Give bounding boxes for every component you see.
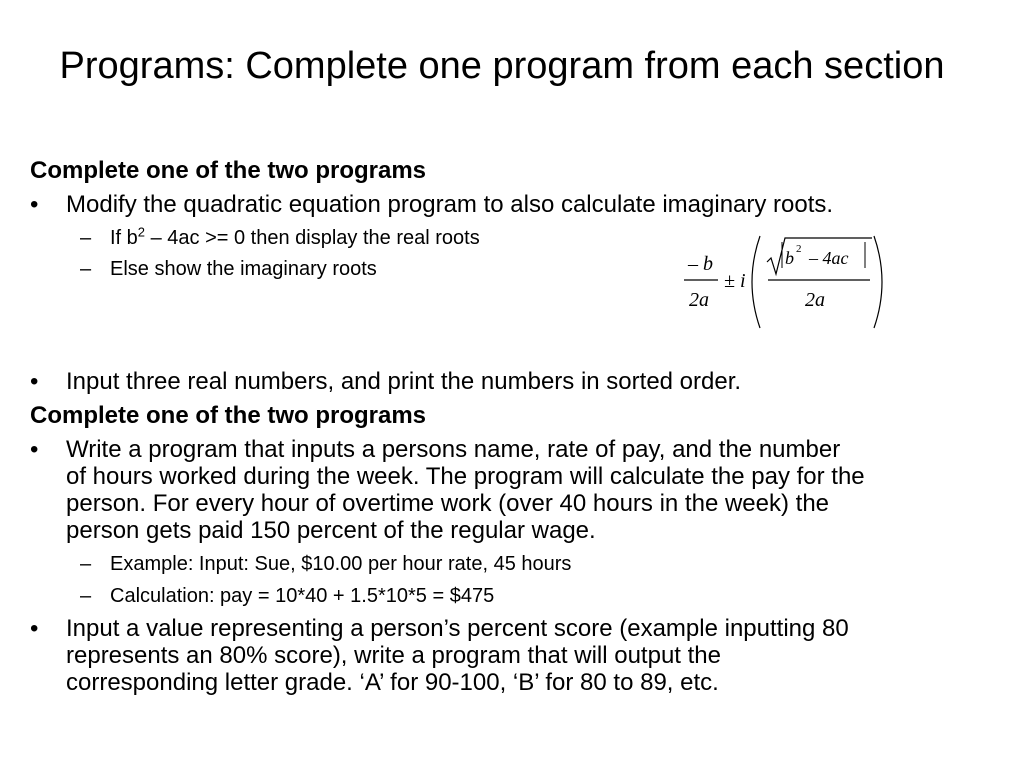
dash-icon: – (80, 585, 92, 607)
bullet-grade-line-1: Input a value representing a person’s percent score (example inputting 80 (66, 615, 849, 642)
bullet-grade-line-2: represents an 80% score), write a program that will output the (66, 642, 721, 669)
formula-neg-b: – b (688, 253, 713, 275)
formula-left-paren (752, 236, 760, 328)
bullet-pay-line-1: Write a program that inputs a persons name, rate of pay, and the number (66, 436, 841, 463)
formula-b: b (785, 248, 794, 268)
formula-denom-2: 2a (805, 289, 825, 311)
section1-heading: Complete one of the two programs (30, 157, 427, 184)
sub-bullet-real-roots (110, 225, 480, 251)
bullet-icon: • (30, 615, 39, 642)
dash-icon: – (80, 258, 92, 280)
imaginary-roots-formula (672, 232, 892, 332)
dash-icon: – (80, 553, 92, 575)
bullet-sort-numbers: Input three real numbers, and print the numbers in sorted order. (66, 368, 742, 395)
bullet-pay-line-3: person. For every hour of overtime work (over 40 hours in the week) the (66, 490, 830, 517)
dash-icon: – (80, 227, 92, 249)
bullet-quadratic: Modify the quadratic equation program to also calculate imaginary roots. (66, 191, 834, 218)
bullet-icon: • (30, 368, 39, 395)
formula-minus-4ac: – 4ac (809, 248, 849, 268)
bullet-grade-line-3: corresponding letter grade. ‘A’ for 90-100, ‘B’ for 80 to 89, etc. (66, 669, 719, 696)
sub-bullet-imaginary-roots: Else show the imaginary roots (110, 258, 377, 280)
formula-sq: 2 (796, 243, 802, 255)
bullet-pay-line-2: of hours worked during the week. The program will calculate the pay for the (66, 463, 865, 490)
bullet-icon: • (30, 191, 39, 218)
sub1-exponent: 2 (137, 224, 146, 240)
formula-pm-i: ± i (724, 270, 746, 292)
formula-graphic (672, 232, 892, 332)
formula-denom-1: 2a (689, 289, 709, 311)
sub-bullet-calculation: Calculation: pay = 10*40 + 1.5*10*5 = $475 (110, 585, 495, 607)
sub-bullet-example: Example: Input: Sue, $10.00 per hour rate, 45 hours (110, 553, 572, 575)
bullet-pay-line-4: person gets paid 150 percent of the regular wage. (66, 517, 596, 544)
section2-heading: Complete one of the two programs (30, 402, 427, 429)
bullet-icon: • (30, 436, 39, 463)
sub1-pre: If b (110, 227, 138, 249)
slide-title: Programs: Complete one program from each section (59, 45, 945, 87)
formula-right-paren (874, 236, 882, 328)
sub1-post: – 4ac >= 0 then display the real roots (145, 227, 480, 249)
